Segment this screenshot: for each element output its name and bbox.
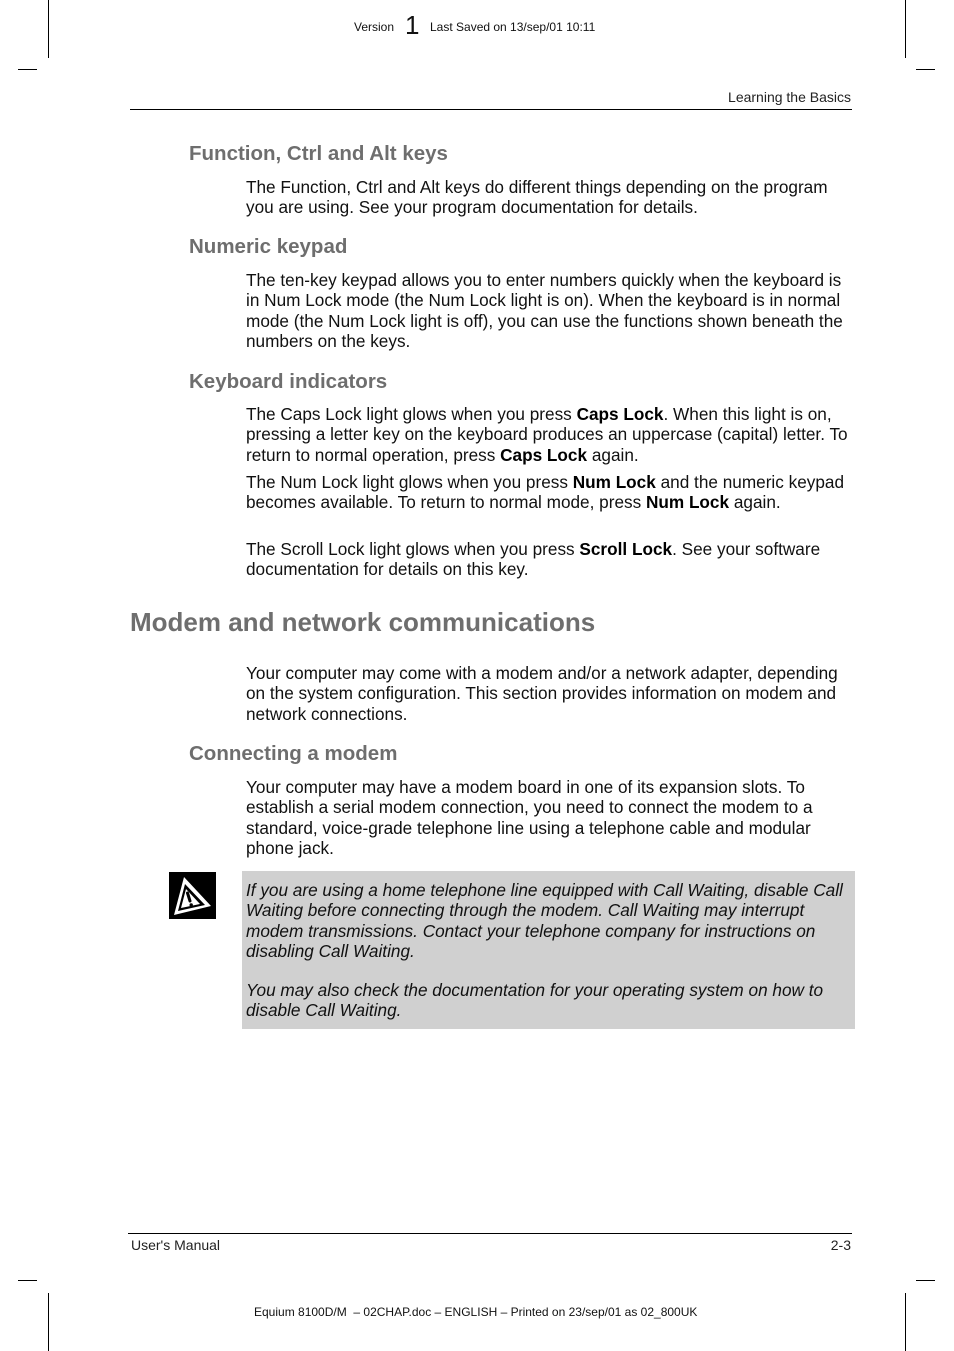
- paragraph-function-keys: The Function, Ctrl and Alt keys do different things depending on the program you are using. See your program documentation for details.: [246, 177, 828, 218]
- footer-manual: User's Manual: [131, 1237, 221, 1253]
- num-text-1: The Num Lock light glows when you press: [246, 472, 573, 492]
- section-heading-connecting-modem: Connecting a modem: [189, 742, 398, 765]
- caps-text-1: The Caps Lock light glows when you press: [246, 404, 577, 424]
- warning-icon: [169, 872, 216, 919]
- caps-text-3: again.: [587, 444, 639, 465]
- num-lock-key: Num Lock: [645, 492, 730, 513]
- version-number: 1: [405, 10, 420, 40]
- warning-note-text-2: You may also check the documentation for your operating system on how to disable Call Waiting.: [246, 980, 824, 1021]
- num-text-3: again.: [729, 492, 781, 513]
- paragraph-numeric-keypad: The ten-key keypad allows you to enter numbers quickly when the keyboard is in Num Lock mode (the Num Lock light is on). When the keyboard is in normal mode (the Num Lock light is off), you can use the functions shown beneath the numbers on the keys.: [246, 270, 843, 352]
- section-heading-function-keys: Function, Ctrl and Alt keys: [189, 142, 448, 165]
- last-saved: Last Saved on 13/sep/01 10:11: [430, 20, 596, 34]
- version-label: Version: [354, 20, 395, 34]
- paragraph-connecting-modem: Your computer may have a modem board in one of its expansion slots. To establish a serial modem connection, you need to connect the modem to a standard, voice-grade telephone line using a telephone cable and modular phone jack.: [246, 777, 813, 859]
- crop-mark: [905, 0, 906, 58]
- paragraph-scroll-lock: [246, 539, 856, 580]
- warning-note-text: If you are using a home telephone line equipped with Call Waiting, disable Call Waiting before connecting through the modem. Call Waiting may interrupt modem transmissions. Contact your telephone company for instructions on disabling Call Waiting.: [246, 880, 843, 962]
- caps-text-2: . When this light is on, pressing a letter key on the keyboard produces an uppercase (capital) letter. To return to normal operation, press: [246, 404, 848, 465]
- print-info: Equium 8100D/M – 02CHAP.doc – ENGLISH – Printed on 23/sep/01 as 02_800UK: [254, 1305, 698, 1319]
- caps-lock-key: Caps Lock: [576, 404, 664, 424]
- scroll-lock-key: Scroll Lock: [579, 539, 673, 559]
- crop-mark: [18, 69, 37, 70]
- crop-mark: [48, 1293, 49, 1351]
- crop-mark: [916, 1280, 935, 1281]
- header-rule: [130, 109, 852, 110]
- crop-mark: [48, 0, 49, 58]
- paragraph-num-lock: [246, 472, 856, 513]
- scroll-text-1: The Scroll Lock light glows when you press: [246, 539, 580, 559]
- chapter-heading-modem-network: Modem and network communications: [130, 607, 596, 637]
- crop-mark: [916, 69, 935, 70]
- crop-mark: [18, 1280, 37, 1281]
- paragraph-modem-network: Your computer may come with a modem and/or a network adapter, depending on the system configuration. This section provides information on modem and network connections.: [246, 663, 838, 724]
- num-text-2: and the numeric keypad becomes available. To return to normal mode, press: [246, 472, 845, 513]
- caps-lock-key: Caps Lock: [500, 444, 588, 465]
- crop-mark: [905, 1293, 906, 1351]
- footer-rule: [128, 1233, 852, 1234]
- num-lock-key: Num Lock: [572, 472, 656, 492]
- section-heading-numeric-keypad: Numeric keypad: [189, 235, 348, 258]
- section-heading-keyboard-indicators: Keyboard indicators: [189, 370, 388, 393]
- scroll-text-2: . See your software documentation for details on this key.: [246, 539, 821, 580]
- paragraph-caps-lock: [246, 404, 856, 465]
- running-title: Learning the Basics: [728, 89, 851, 105]
- page-number: 2-3: [830, 1237, 851, 1253]
